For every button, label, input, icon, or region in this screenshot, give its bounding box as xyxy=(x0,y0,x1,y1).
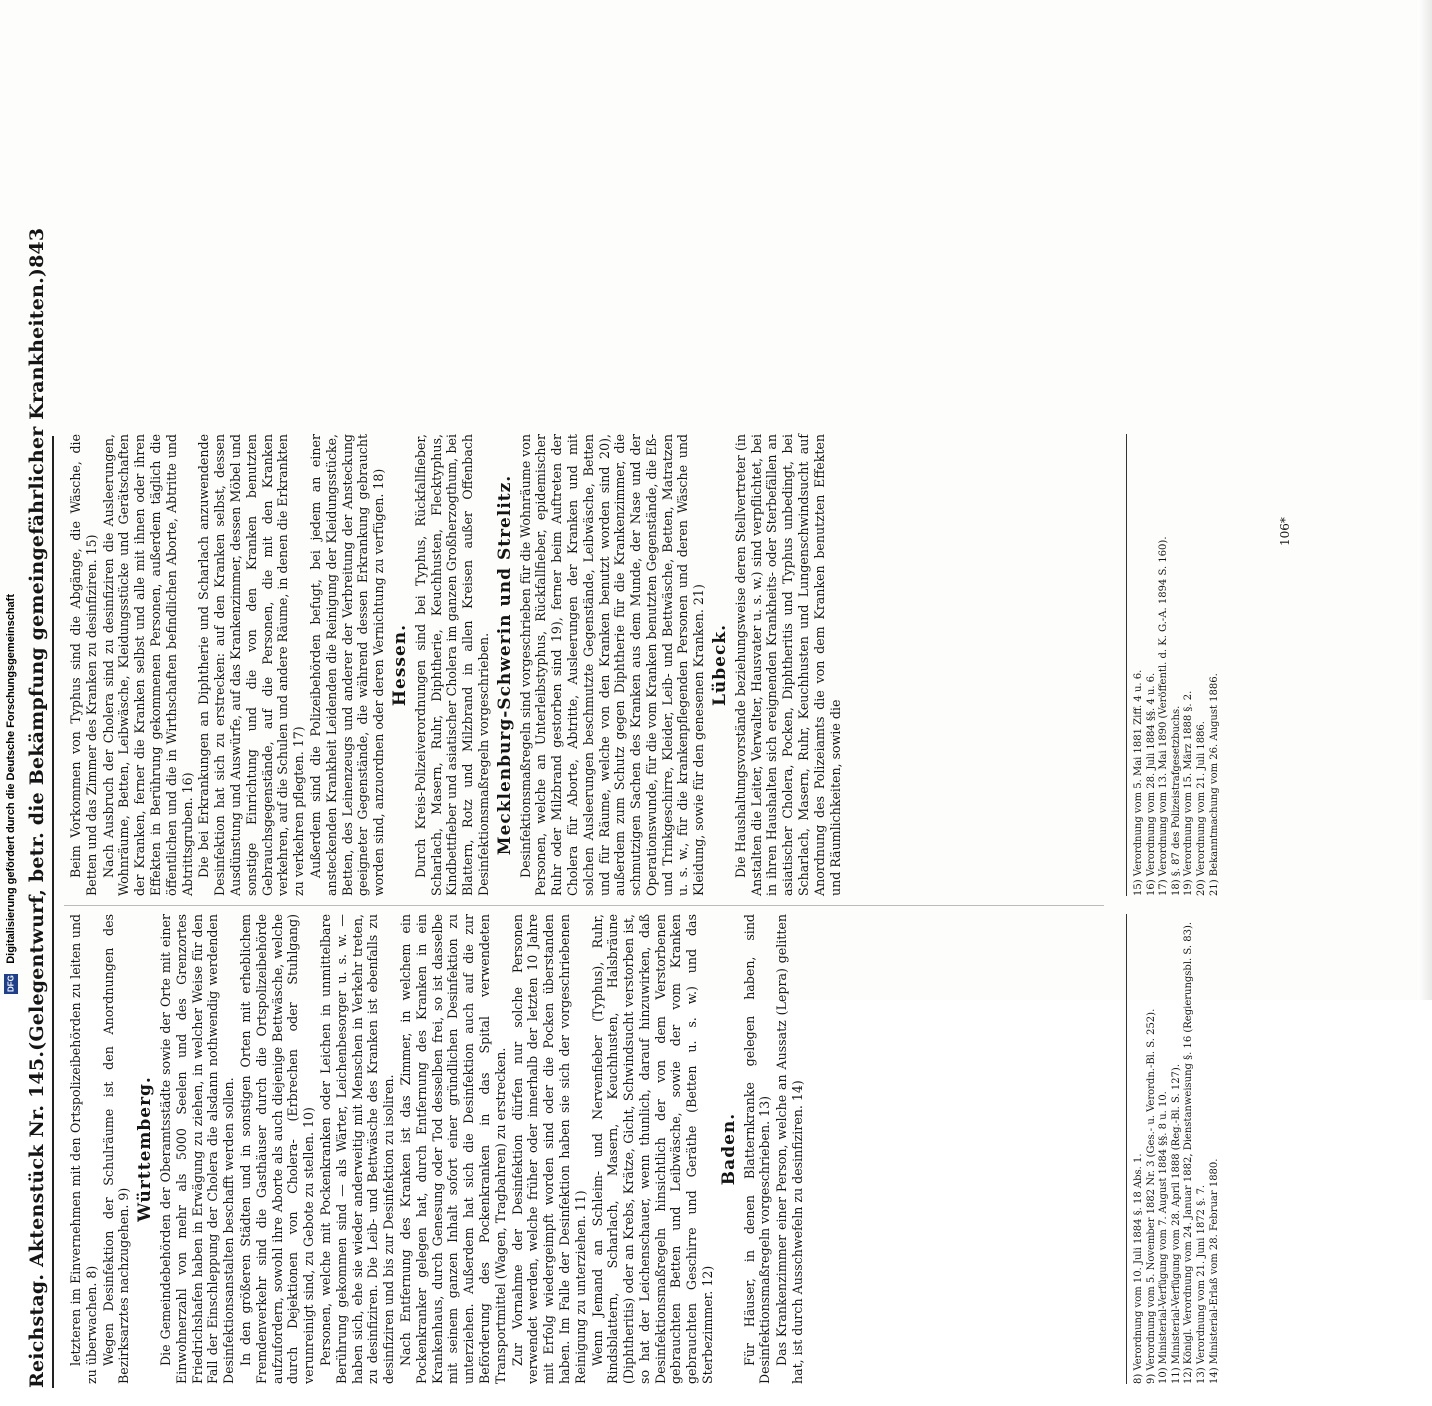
paragraph: letzteren im Einvernehmen mit den Ortspolizeibehörden zu leiten und zu überwachen. 8) xyxy=(68,914,99,1384)
running-header xyxy=(22,227,54,1388)
paragraph: Durch Kreis-Polizeiverordnungen sind bei Typhus, Rückfallfieber, Scharlach, Masern, Ruhr, Diphtherie, Keuchhusten, Flecktyphus, Kindbettfieber und asiatischer Cholera im ganzen Großherzogthum, bei Blattern, Rotz und Milzbrand in allen Kreisen außer Offenbach Desinfektionsmaßregeln vorgeschrieben. xyxy=(412,434,491,896)
paragraph: Die Haushaltungsvorstände beziehungsweise deren Stellvertreter (in Anstalten die Leiter, Verwalter, Hausvater u. s. w.) sind verpflichtet, bei in ihren Haushalten sich ereignenden Krankheits- oder Sterbefällen an asiatischer Cholera, Pocken, Diphtheritis und Typhus unbedingt, bei Scharlach, Masern, Ruhr, Keuchhusten und Lungenschwindsucht auf Anordnung des Polizeiamts die von dem Kranken benutzten Effekten und Räumlichkeiten, sowie die xyxy=(732,434,843,896)
paragraph: Desinfektionsmaßregeln sind vorgeschrieben für die Wohnräume von Personen, welche an Unterleibstyphus, Rückfallfieber, epidemischer Ruhr oder Milzbrand gestorben sind 19), ferner beim Auftreten der Cholera für Aborte, Abtritte, Ausleerungen der Kranken und mit solchen Ausleerungen beschmutzte Gegenstände, Leibwäsche, Betten und für Räume, welche von den Kranken benutzt worden sind 20), außerdem zum Schutz gegen Diphtherie für die Krankenzimmer, die schmutzigen Sachen des Kranken aus dem Munde, der Nase und der Operationswunde, für die vom Kranken benutzten Gegenstände, die Eß- und Trinkgeschirre, Kleider, Leib- und Bettwäsche, Betten, Matratzen u. s. w., für die krankenpflegenden Personen und deren Wäsche und Kleidung, sowie für den genesenen Kranken. 21) xyxy=(517,434,707,896)
footnote: 20) Verordnung vom 21. Juli 1886. xyxy=(1195,721,1207,896)
section-title-mecklenburg: Mecklenburg-Schwerin und Strelitz. xyxy=(494,474,515,856)
footnote: 11) Ministerial-Verfügung vom 28. April 1888 (Reg.-Bl. S. 127). xyxy=(1170,1064,1182,1384)
paragraph: Zur Vornahme der Desinfektion dürfen nur solche Personen verwendet werden, welche früher oder innerhalb der letzten 10 Jahre mit Erfolg wiedergeimpft worden sind oder die Pocken überstanden haben. Im Falle der Desinfektion haben sie sich der vorgeschriebenen Reinigung zu unterziehen. 11) xyxy=(509,914,588,1384)
right-column xyxy=(68,434,844,896)
digitization-credit: Digitalisierung gefördert durch die Deutsche Forschungsgemeinschaft xyxy=(5,594,17,964)
paragraph: Wenn Jemand an Schleim- und Nervenfieber (Typhus), Ruhr, Rindsblattern, Scharlach, Masern, Keuchhusten, Halsbräune (Diphtheritis) oder an Krebs, Krätze, Gicht, Schwindsucht verstorben ist, so hat der Leichenschauer, wenn thunlich, darauf hinzuwirken, daß Desinfektionsmaßregeln hinsichtlich der von dem Verstorbenen gebrauchten Betten und Leibwäsche, sowie der vom Kranken gebrauchten Geschirre und Geräthe (Betten u. s. w.) und das Sterbezimmer. 12) xyxy=(589,914,716,1384)
rotated-page xyxy=(16,227,1308,1406)
paragraph: Nach Entfernung des Kranken ist das Zimmer, in welchem ein Pockenkranker gelegen hat, durch Entfernung des Kranken in ein Krankenhaus, durch Genesung oder Tod desselben frei, so ist dasselbe mit seinem ganzen Inhalt sofort einer gründlichen Desinfektion zu unterziehen. Außerdem hat sich die Desinfektion auch auf die zur Beförderung des Pockenkranken in das Spital verwendeten Transportmittel (Wagen, Tragbahren) zu erstrecken. xyxy=(397,914,508,1384)
footnote: 17) Verordnung vom 13. Mai 1890 (Veröffentl. d. K. G.-A. 1894 S. 160). xyxy=(1158,536,1170,896)
paragraph: Wegen Desinfektion der Schulräume ist den Anordnungen des Bezirksarztes nachzugehen. 9) xyxy=(100,914,132,1384)
footnote: 15) Verordnung vom 5. Mai 1881 Ziff. 4 u. 6. xyxy=(1133,669,1144,896)
left-column xyxy=(68,914,807,1384)
paragraph: Personen, welche mit Pockenkranken oder Leichen in unmittelbare Berührung gekommen sind — als Wärter, Leichenbesorger u. s. w. — haben sich, ehe sie wieder anderweitig mit Menschen in Verkehr treten, zu desinfiziren. Die Leib- und Bettwäsche des Kranken ist ebenfalls zu desinfiziren und bis zur Desinfektion zu isoliren. xyxy=(317,914,397,1384)
footnote: 14) Ministerial-Erlaß vom 28. Februar 1880. xyxy=(1208,1158,1220,1384)
page-edge-shadow xyxy=(1418,0,1432,1000)
section-title-baden: Baden. xyxy=(718,1112,739,1186)
footnote: 10) Ministerial-Verfügung vom 7. August 1884 §§. 8 u. 10. xyxy=(1158,1091,1170,1384)
section-title-hessen: Hessen. xyxy=(389,623,410,707)
section-title-wuerttemberg: Württemberg. xyxy=(135,1076,156,1222)
left-footnotes xyxy=(1126,914,1221,1384)
right-footnotes xyxy=(1126,434,1221,896)
footnote: 9) Verordnung vom 5. November 1882 Nr. 3 (Ges.- u. Verordn.-Bl. S. 252). xyxy=(1145,1008,1157,1384)
dfg-logo: DFG xyxy=(4,974,18,994)
footnote: 12) Königl. Verordnung vom 24. Januar 1882, Dienstanweisung §. 16 (Regierungsbl. S. 83). xyxy=(1183,921,1195,1384)
footnote: 21) Bekanntmachung vom 26. August 1886. xyxy=(1208,673,1220,896)
header-center: (Gelegentwurf, betr. die Bekämpfung gemeingefährlicher Krankheiten.) xyxy=(26,267,48,1051)
paragraph: In den größeren Städten und in sonstigen Orten mit erheblichem Fremdenverkehr sind die Gasthäuser durch die Ortspolizeibehörde aufzufordern, sowohl ihre Aborte als auch diejenige Bettwäsche, welche durch Dejektionen von Cholera- (Erbrechen oder Stuhlgang) verunreinigt sind, zu Gebote zu stellen. 10) xyxy=(237,914,317,1384)
paragraph: Beim Vorkommen von Typhus sind die Abgänge, die Wäsche, die Betten und das Zimmer des Kranken zu desinfiziren. 15) xyxy=(68,434,99,896)
header-left: Reichstag. Aktenstück Nr. 145. xyxy=(26,1050,48,1388)
sheet-signature: 106* xyxy=(1278,517,1292,546)
footnote: 16) Verordnung vom 28. Juli 1884 §§. 4 u. 6. xyxy=(1145,672,1157,896)
paragraph: Außerdem sind die Polizeibehörden befugt, bei jedem an einer ansteckenden Krankheit Leidenden die Reinigung der Kleidungsstücke, Betten, des Leinenzeugs und anderer der Verbreitung der Ansteckung geeigneter Gegenstände, die während dessen Erkrankung gebraucht worden sind, anzuordnen oder deren Vernichtung zu verfügen. 18) xyxy=(307,434,387,896)
footnote: 8) Verordnung vom 10. Juli 1884 §. 18 Abs. 1. xyxy=(1133,1153,1144,1384)
footnote: 19) Verordnung vom 15. März 1888 §. 2. xyxy=(1183,690,1195,896)
paragraph: Für Häuser, in denen Blatternkranke gelegen haben, sind Desinfektionsmaßregeln vorgeschrieben. 13) xyxy=(741,914,773,1384)
footnote: 13) Verordnung vom 21. Juni 1872 §. 7. xyxy=(1195,1184,1207,1384)
paragraph: Die bei Erkrankungen an Diphtherie und Scharlach anzuwendende Desinfektion hat sich zu erstrecken: auf den Kranken selbst, dessen Ausdünstung und Auswürfe, auf das Krankenzimmer, dessen Möbel und sonstige Einrichtung und die von den Kranken benutzten Gebrauchsgegenstände, auf die Personen, die mit den Kranken verkehren, auf die Schulen und andere Räume, in denen die Erkrankten zu verkehren pflegten. 17) xyxy=(196,433,307,896)
footnote: 18) §. 87 des Polizeistrafgesetzbuchs. xyxy=(1170,705,1182,896)
paragraph: Das Krankenzimmer einer Person, welche an Aussatz (Lepra) gelitten hat, ist durch Ausschwefeln zu desinfiziren. 14) xyxy=(774,914,806,1384)
section-title-luebeck: Lübeck. xyxy=(710,623,731,707)
paragraph: Die Gemeindebehörden der Oberamtsstädte sowie der Orte mit einer Einwohnerzahl von mehr als 5000 Seelen und des Grenzortes Friedrichshafen haben in Erwägung zu ziehen, in welcher Weise für den Fall der Einschleppung der Cholera die alsdann nothwendig werdenden Desinfektionsanstalten beschafft werden sollen. xyxy=(157,914,237,1384)
paragraph: Nach Ausbruch der Cholera sind zu desinfiziren die Ausleerungen, Wohnräume, Betten, Leibwäsche, Kleidungsstücke und Gerätschaften der Kranken, ferner die Kranken selbst und alle mit ihnen oder ihren Effekten in Berührung gekommenen Personen, außerdem täglich die öffentlichen und die in Wirthschaften befindlichen Aborte, Abtritte und Abtrittsgruben. 16) xyxy=(100,434,195,896)
column-divider xyxy=(64,905,1104,906)
page-number: 843 xyxy=(26,227,48,268)
